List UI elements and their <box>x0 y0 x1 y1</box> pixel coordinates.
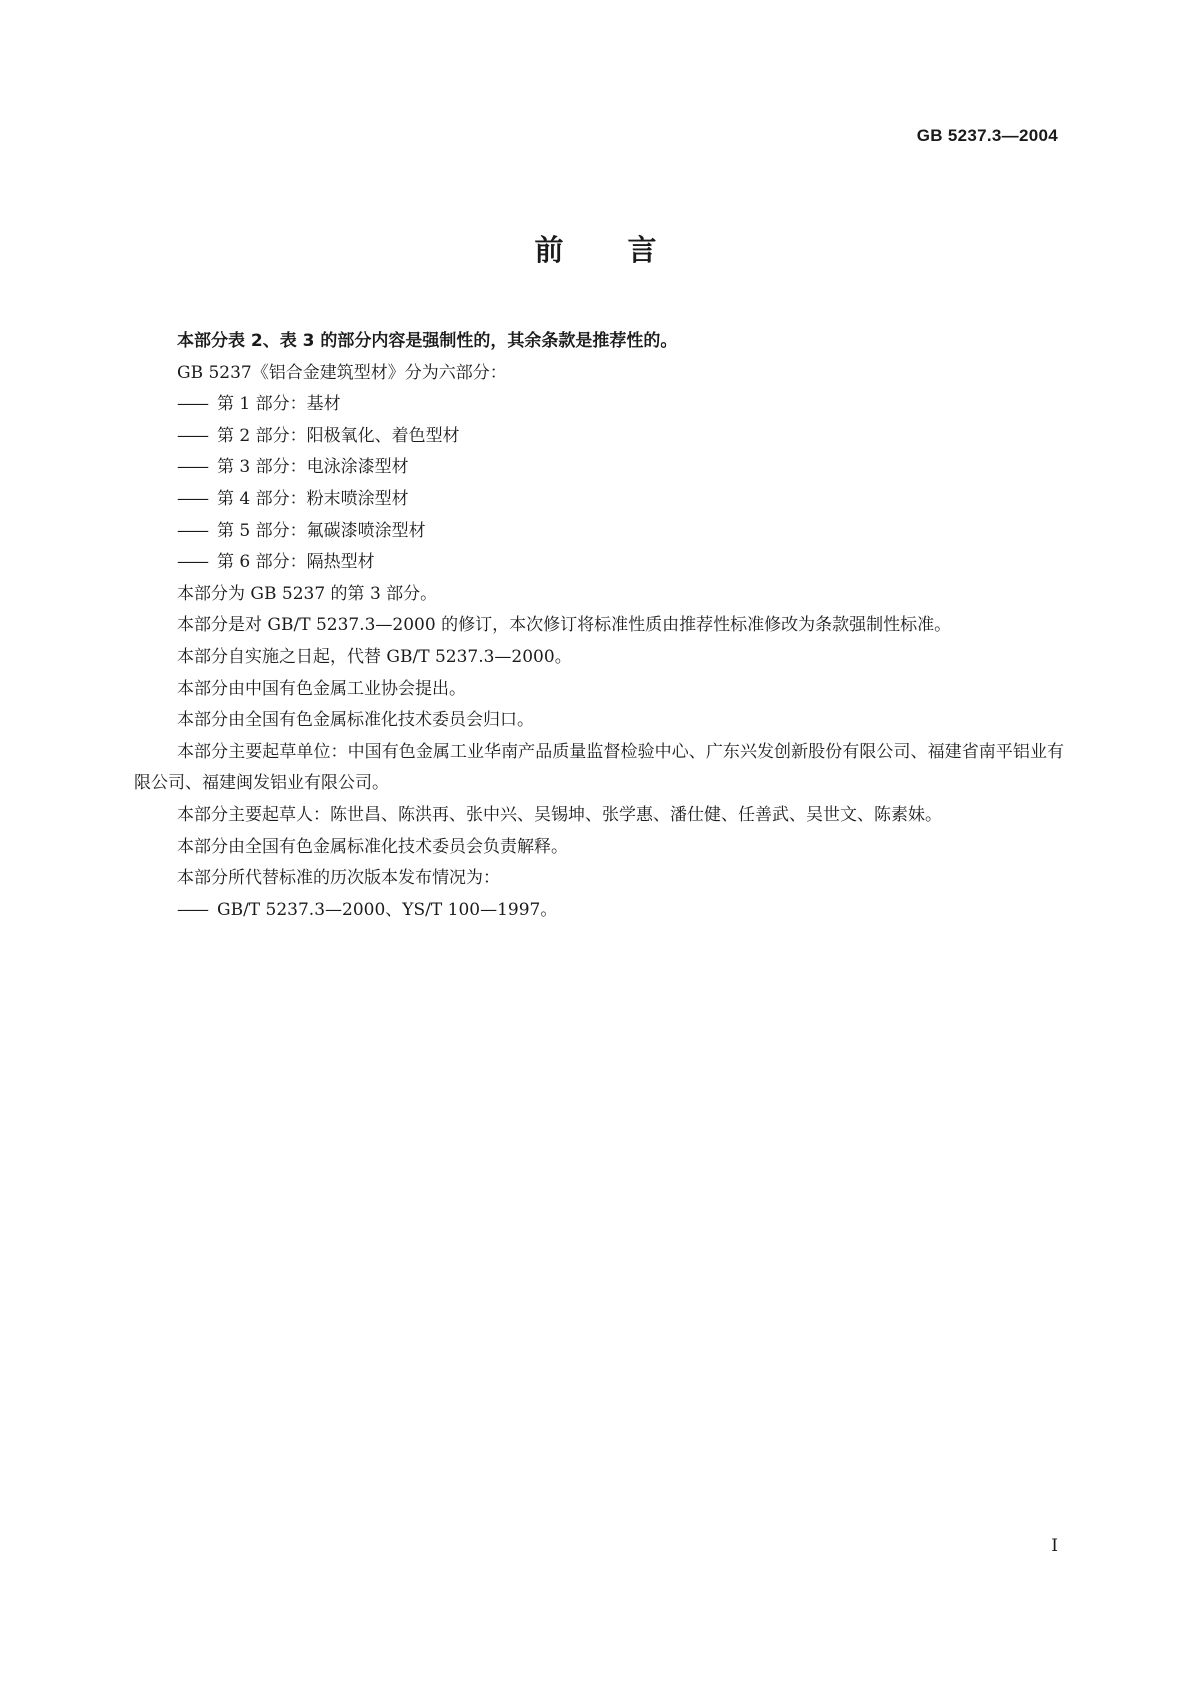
list-dash: —— <box>177 520 207 541</box>
standard-code: GB 5237.3—2004 <box>916 126 1058 145</box>
proposed-by-statement: 本部分由中国有色金属工业协会提出。 <box>177 678 466 699</box>
list-item <box>134 452 1064 484</box>
history-intro: 本部分所代替标准的历次版本发布情况为： <box>177 868 500 889</box>
interpreted-by-statement: 本部分由全国有色金属标准化技术委员会负责解释。 <box>177 836 568 857</box>
list-item-text: 第 5 部分：氟碳漆喷涂型材 <box>217 520 426 541</box>
parts-intro: GB 5237《铝合金建筑型材》分为六部分： <box>177 362 507 383</box>
list-item-text: 第 4 部分：粉末喷涂型材 <box>217 488 409 509</box>
list-item-text: 第 1 部分：基材 <box>217 394 341 415</box>
list-dash: —— <box>177 552 207 573</box>
list-dash: —— <box>177 899 207 920</box>
replaces-statement: 本部分自实施之日起，代替 GB/T 5237.3—2000。 <box>177 646 572 667</box>
list-item <box>134 389 1064 421</box>
list-item-text: 第 3 部分：电泳涂漆型材 <box>217 457 409 478</box>
page-number: I <box>1051 1536 1058 1556</box>
document-body <box>134 326 1064 926</box>
list-item <box>134 547 1064 579</box>
drafting-units-statement: 本部分主要起草单位：中国有色金属工业华南产品质量监督检验中心、广东兴发创新股份有限公司、福建省南平铝业有限公司、福建闽发铝业有限公司。 <box>134 741 1064 794</box>
list-item <box>134 516 1064 548</box>
drafters-statement: 本部分主要起草人：陈世昌、陈洪再、张中兴、吴锡坤、张学惠、潘仕健、任善武、吴世文、陈素妹。 <box>177 804 942 825</box>
list-item-text: 第 2 部分：阳极氧化、着色型材 <box>217 425 460 446</box>
centralized-by-statement: 本部分由全国有色金属标准化技术委员会归口。 <box>177 710 534 731</box>
revision-statement: 本部分是对 GB/T 5237.3—2000 的修订，本次修订将标准性质由推荐性标准修改为条款强制性标准。 <box>177 615 952 636</box>
list-dash: —— <box>177 457 207 478</box>
list-item-text: GB/T 5237.3—2000、YS/T 100—1997。 <box>217 899 558 920</box>
list-dash: —— <box>177 425 207 446</box>
list-item-text: 第 6 部分：隔热型材 <box>217 552 375 573</box>
this-part-statement: 本部分为 GB 5237 的第 3 部分。 <box>177 583 438 604</box>
list-dash: —— <box>177 394 207 415</box>
list-item <box>134 484 1064 516</box>
list-item <box>134 421 1064 453</box>
mandatory-note: 本部分表 2、表 3 的部分内容是强制性的，其余条款是推荐性的。 <box>177 331 678 351</box>
list-dash: —— <box>177 488 207 509</box>
list-item <box>134 895 1064 927</box>
page-title: 前言 <box>534 233 721 267</box>
